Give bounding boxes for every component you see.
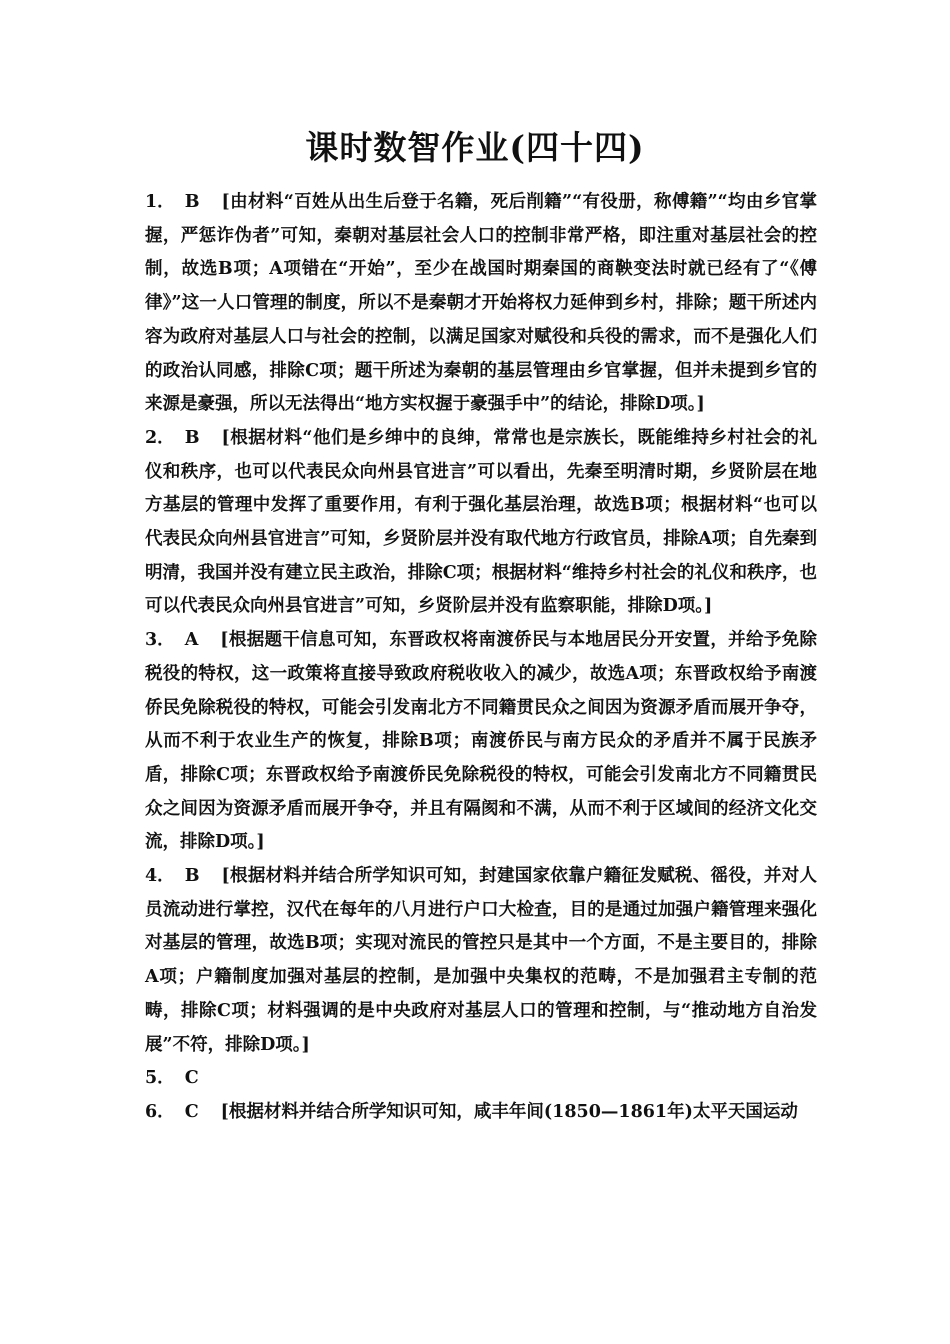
answer-item-3 <box>145 624 817 860</box>
answer-number: 2． <box>145 427 175 448</box>
answer-item-4 <box>145 860 817 1062</box>
page-title: 课时数智作业(四十四) <box>305 128 645 167</box>
answer-explanation: [根据题干信息可知，东晋政权将南渡侨民与本地居民分开安置，并给予免除税役的特权，这一政策将直接导致政府税收收入的减少，故选A项；东晋政权给予南渡侨民免除税役的特权，可能会引发南北方不同籍贯民众之间因为资源矛盾而展开争夺，从而不利于农业生产的恢复，排除B项；南渡侨民与南方民众的矛盾并不属于民族矛盾，排除C项；东晋政权给予南渡侨民免除税役的特权，可能会引发南北方不同籍贯民众之间因为资源矛盾而展开争夺，并且有隔阂和不满，从而不利于区域间的经济文化交流，排除D项。] <box>145 630 817 853</box>
answer-item-2 <box>145 422 817 624</box>
answer-key: C <box>184 1068 199 1089</box>
answer-key: C <box>184 1101 199 1122</box>
answer-key: A <box>184 630 199 651</box>
answer-explanation: [根据材料并结合所学知识可知，封建国家依靠户籍征发赋税、徭役，并对人员流动进行掌控，汉代在每年的八月进行户口大检查，目的是通过加强户籍管理来强化对基层的管理，故选B项；实现对流民的管控只是其中一个方面，不是主要目的，排除A项；户籍制度加强对基层的控制，是加强中央集权的范畴，不是加强君主专制的范畴，排除C项；材料强调的是中央政府对基层人口的管理和控制，与“推动地方自治发展”不符，排除D项。] <box>145 866 817 1055</box>
answer-explanation: [由材料“百姓从出生后登于名籍，死后削籍”“有役册，称傅籍”“均由乡官掌握，严惩诈伪者”可知，秦朝对基层社会人口的控制非常严格，即注重对基层社会的控制，故选B项；A项错在“开始”，至少在战国时期秦国的商鞅变法时就已经有了“《傅律》”这一人口管理的制度，所以不是秦朝才开始将权力延伸到乡村，排除；题干所述内容为政府对基层人口与社会的控制，以满足国家对赋役和兵役的需求，而不是强化人们的政治认同感，排除C项；题干所述为秦朝的基层管理由乡官掌握，但并未提到乡官的来源是豪强，所以无法得出“地方实权握于豪强手中”的结论，排除D项。] <box>145 192 817 415</box>
answer-explanation: [根据材料“他们是乡绅中的良绅，常常也是宗族长，既能维持乡村社会的礼仪和秩序，也可以代表民众向州县官进言”可以看出，先秦至明清时期，乡贤阶层在地方基层的管理中发挥了重要作用，有利于强化基层治理，故选B项；根据材料“也可以代表民众向州县官进言”可知，乡贤阶层并没有取代地方行政官员，排除A项；自先秦到明清，我国并没有建立民主政治，排除C项；根据材料“维持乡村社会的礼仪和秩序，也可以代表民众向州县官进言”可知，乡贤阶层并没有监察职能，排除D项。] <box>145 427 817 617</box>
answer-item-1 <box>145 186 817 422</box>
answer-number: 6． <box>145 1101 175 1122</box>
answer-key: B <box>184 192 200 212</box>
answer-list <box>145 186 817 1130</box>
answer-item-5 <box>145 1062 817 1096</box>
answer-key: B <box>184 427 200 448</box>
answer-number: 5． <box>145 1068 175 1089</box>
answer-number: 3． <box>145 630 175 651</box>
answer-explanation: [根据材料并结合所学知识可知，咸丰年间(1850—1861年)太平天国运动 <box>220 1101 798 1122</box>
answer-item-6 <box>145 1096 817 1130</box>
answer-key: B <box>184 866 200 887</box>
answer-number: 4． <box>145 866 175 887</box>
answer-number: 1． <box>145 192 175 212</box>
